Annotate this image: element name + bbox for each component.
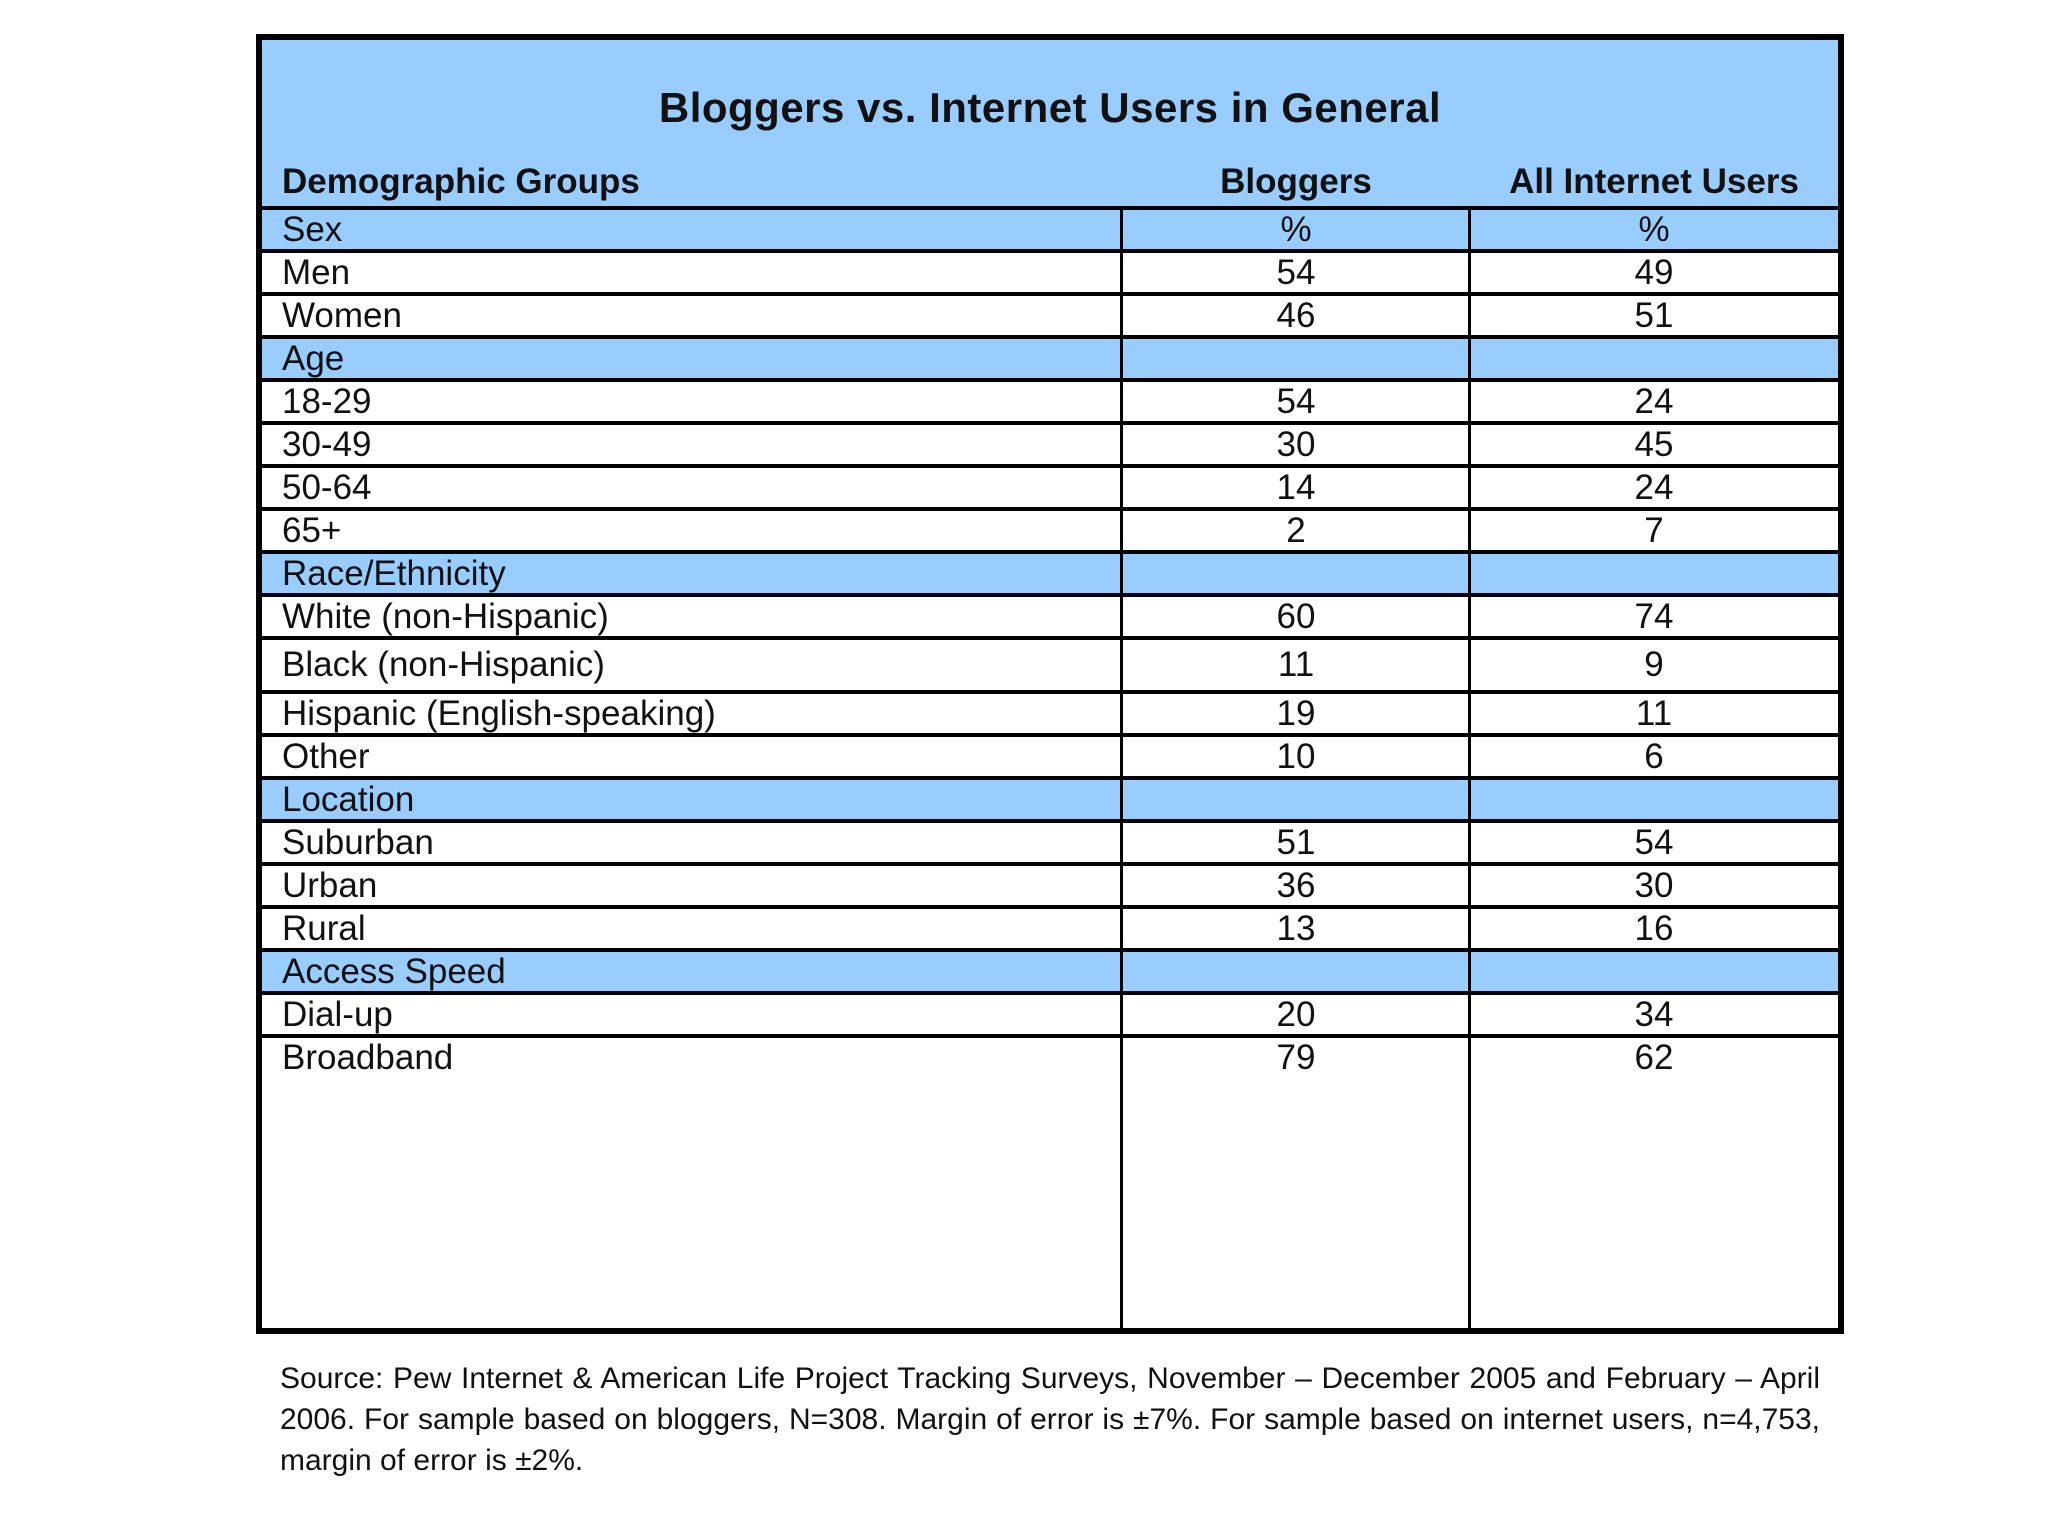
table-row: [262, 733, 1838, 776]
bloggers-value: 54: [1276, 381, 1316, 421]
table-title: Bloggers vs. Internet Users in General: [658, 84, 1442, 131]
column-divider: [1120, 206, 1123, 1328]
table-row: [262, 249, 1838, 292]
bloggers-value: 13: [1276, 908, 1316, 948]
bloggers-value: 14: [1276, 467, 1316, 507]
section-label: Race/Ethnicity: [282, 553, 506, 593]
bloggers-value: 2: [1286, 510, 1306, 550]
section-unit-bloggers: [1122, 780, 1470, 819]
bloggers-value: 36: [1276, 865, 1316, 905]
section-label: Age: [282, 338, 345, 378]
all-users-value: 51: [1634, 295, 1674, 335]
table-row: [262, 991, 1838, 1034]
row-label: White (non-Hispanic): [282, 596, 609, 636]
section-row: [262, 206, 1838, 249]
bloggers-value: 54: [1276, 252, 1316, 292]
section-unit-all-users: [1470, 554, 1838, 593]
bloggers-value: 11: [1277, 645, 1315, 684]
column-divider: [1468, 206, 1471, 1328]
row-label: Broadband: [282, 1037, 454, 1077]
table-row: [262, 862, 1838, 905]
bloggers-value: 79: [1276, 1037, 1316, 1077]
section-unit-all-users: %: [1638, 209, 1670, 249]
row-label: Suburban: [282, 822, 434, 862]
row-label: Other: [282, 736, 370, 776]
section-unit-bloggers: [1122, 952, 1470, 991]
section-label: Access Speed: [282, 951, 506, 991]
row-label: Hispanic (English-speaking): [282, 693, 716, 733]
all-users-value: 24: [1634, 381, 1674, 421]
table-row: [262, 378, 1838, 421]
table-row: [262, 421, 1838, 464]
row-label: 30-49: [282, 424, 372, 464]
all-users-value: 7: [1644, 510, 1664, 550]
all-users-value: 24: [1634, 467, 1674, 507]
table-row: [262, 905, 1838, 948]
bloggers-value: 46: [1276, 295, 1316, 335]
data-table: [256, 34, 1844, 1334]
row-label: Women: [282, 295, 402, 335]
row-label: Men: [282, 252, 351, 292]
all-users-value: 9: [1644, 645, 1664, 684]
section-unit-all-users: [1470, 952, 1838, 991]
section-unit-bloggers: [1122, 554, 1470, 593]
section-label: Location: [282, 779, 415, 819]
all-users-value: 11: [1635, 693, 1673, 733]
section-unit-bloggers: %: [1280, 209, 1312, 249]
column-header-all-internet-users: All Internet Users: [1509, 162, 1799, 201]
table-row: [262, 464, 1838, 507]
table-row: [262, 593, 1838, 636]
table-row: [262, 292, 1838, 335]
all-users-value: 49: [1634, 252, 1674, 292]
section-row: [262, 335, 1838, 378]
column-header-bloggers: Bloggers: [1220, 162, 1372, 201]
all-users-value: 16: [1634, 908, 1674, 948]
table-row: [262, 690, 1838, 733]
all-users-value: 74: [1634, 596, 1674, 636]
table-header: [262, 40, 1838, 206]
row-label: Urban: [282, 865, 378, 905]
all-users-value: 54: [1634, 822, 1674, 862]
table-row: [262, 636, 1838, 690]
table-row: [262, 819, 1838, 862]
bloggers-value: 19: [1276, 693, 1316, 733]
bloggers-value: 30: [1276, 424, 1316, 464]
bloggers-value: 60: [1276, 596, 1316, 636]
bloggers-value: 51: [1276, 822, 1316, 862]
bloggers-value: 10: [1276, 736, 1316, 776]
all-users-value: 34: [1634, 994, 1674, 1034]
section-label: Sex: [282, 209, 343, 249]
section-unit-all-users: [1470, 780, 1838, 819]
table-row: [262, 1034, 1838, 1077]
row-label: 18-29: [282, 381, 372, 421]
bloggers-value: 20: [1276, 994, 1316, 1034]
row-label: Dial-up: [282, 994, 393, 1034]
section-unit-all-users: [1470, 339, 1838, 378]
all-users-value: 6: [1644, 736, 1664, 776]
all-users-value: 62: [1634, 1037, 1674, 1077]
row-label: 65+: [282, 510, 342, 550]
all-users-value: 30: [1634, 865, 1674, 905]
row-label: 50-64: [282, 467, 372, 507]
row-label: Black (non-Hispanic): [282, 645, 605, 684]
row-label: Rural: [282, 908, 366, 948]
section-row: [262, 550, 1838, 593]
section-row: [262, 776, 1838, 819]
table-row: [262, 507, 1838, 550]
all-users-value: 45: [1634, 424, 1674, 464]
source-note: Source: Pew Internet & American Life Project Tracking Surveys, November – December 2005 and February – April 2006. For sample based on bloggers, N=308. Margin of error is ±7%. For sample based on internet users, n=4,753, margin of error is ±2%.: [280, 1362, 1820, 1477]
section-unit-bloggers: [1122, 339, 1470, 378]
column-header-demographic-groups: Demographic Groups: [282, 162, 640, 201]
section-row: [262, 948, 1838, 991]
